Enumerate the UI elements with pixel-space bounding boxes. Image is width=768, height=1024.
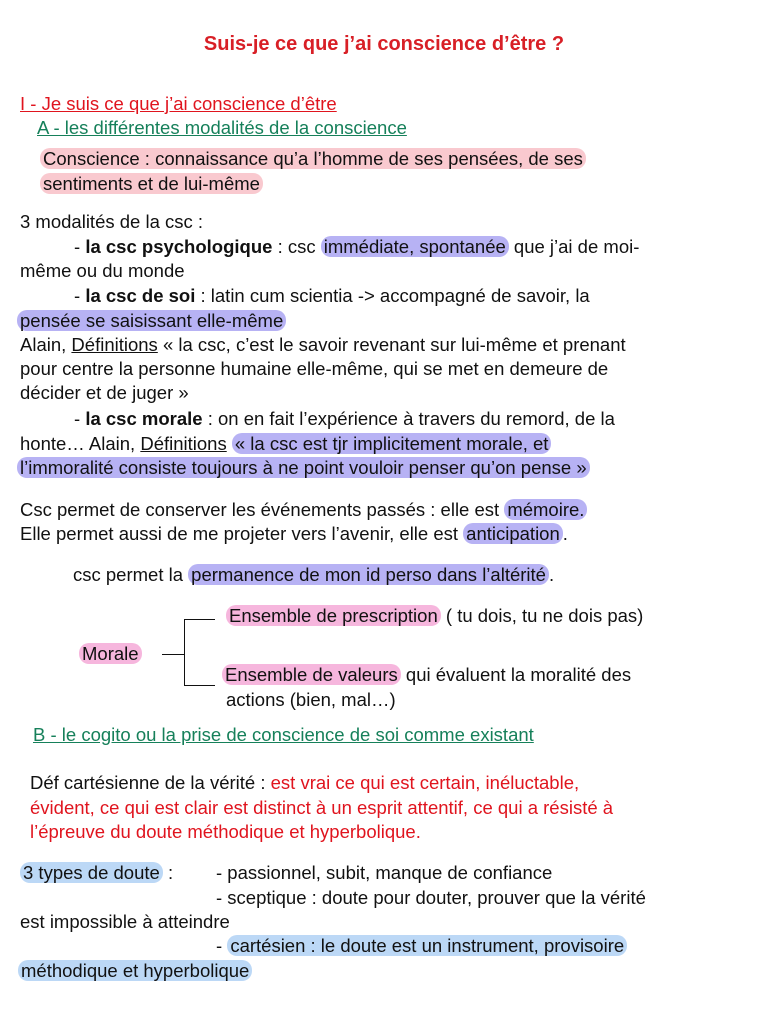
psy-line-2: même ou du monde: [20, 260, 185, 281]
morale-line-2: [20, 432, 551, 456]
branch-2-highlight: Ensemble de valeurs: [222, 664, 401, 685]
alain-author: Alain,: [20, 334, 72, 355]
section-a-heading: A - les différentes modalités de la conscience: [37, 117, 407, 138]
morale-highlight-2: l’immoralité consiste toujours à ne point vouloir penser qu’on pense »: [17, 457, 590, 478]
alain-quote-line-3: décider et de juger »: [20, 382, 189, 403]
psy-label: la csc psychologique: [85, 236, 273, 257]
alain-quote-line-2: pour centre la personne humaine elle-même, qui se met en demeure de: [20, 358, 609, 379]
doubt-sceptique: - sceptique : doute pour douter, prouver que la vérité: [216, 887, 646, 908]
memoire-highlight: mémoire.: [504, 499, 587, 520]
doubt-cartesien-highlight-2: méthodique et hyperbolique: [18, 960, 252, 981]
anticipation-highlight: anticipation: [463, 523, 563, 544]
memoire-text: Csc permet de conserver les événements passés : elle est: [20, 499, 505, 520]
diagram-branch-2: [222, 663, 631, 687]
soi-text: : latin cum scientia -> accompagné de savoir, la: [195, 285, 590, 306]
part1-heading: I - Je suis ce que j’ai conscience d’être: [20, 93, 337, 114]
psy-text-1: : csc: [272, 236, 321, 257]
permanence-end: .: [548, 564, 555, 585]
soi-dash: -: [74, 285, 86, 306]
soi-line-2: [17, 309, 286, 333]
psy-text-2: que j’ai de moi-: [508, 236, 640, 257]
truth-def-red-1: est vrai ce qui est certain, inéluctable,: [270, 772, 580, 793]
psy-line: [74, 235, 639, 259]
psy-highlight: immédiate, spontanée: [321, 236, 509, 257]
doubt-types-label: 3 types de doute: [20, 862, 163, 883]
doubt-cartesien-dash: -: [216, 935, 228, 956]
anticipation-end: .: [562, 523, 568, 544]
anticipation-text: Elle permet aussi de me projeter vers l’avenir, elle est: [20, 523, 464, 544]
permanence-text: csc permet la: [73, 564, 189, 585]
morale-dash: -: [74, 408, 86, 429]
section-b-heading: B - le cogito ou la prise de conscience de soi comme existant: [33, 724, 534, 745]
soi-line: [74, 284, 590, 308]
truth-definition-line-3: l’épreuve du doute méthodique et hyperbolique.: [30, 821, 421, 842]
truth-definition-line-1: [30, 771, 579, 795]
diagram-connector: [162, 654, 184, 655]
truth-def-label: Déf cartésienne de la vérité :: [30, 772, 271, 793]
permanence-line: [73, 563, 554, 587]
morale-line: [74, 407, 615, 431]
morale-label: la csc morale: [85, 408, 203, 429]
anticipation-line: [20, 522, 568, 546]
doubt-passionnel: - passionnel, subit, manque de confiance: [216, 862, 553, 883]
doubt-types-line: [20, 861, 173, 885]
alain-quote-start: « la csc, c’est le savoir revenant sur lui-même et prenant: [157, 334, 626, 355]
doubt-sceptique-line-2: est impossible à atteindre: [20, 911, 230, 932]
alain-quote-line-1: [20, 333, 626, 357]
memoire-line: [20, 498, 587, 522]
branch-1-text: ( tu dois, tu ne dois pas): [440, 605, 644, 626]
morale-highlight-1: « la csc est tjr implicitement morale, et: [232, 433, 552, 454]
doubt-cartesien-line-2: [18, 959, 252, 983]
morale-root: [79, 642, 142, 666]
diagram-branch-1: [226, 604, 643, 628]
truth-definition-line-2: évident, ce qui est clair est distinct à un esprit attentif, ce qui a résisté à: [30, 797, 614, 818]
page-title: Suis-je ce que j’ai conscience d’être ?: [203, 33, 565, 55]
doubt-cartesien: [216, 934, 627, 958]
diagram-brace: [184, 619, 215, 686]
morale-work: Définitions: [140, 433, 227, 454]
branch-2-text: qui évaluent la moralité des: [400, 664, 632, 685]
diagram-branch-2-line-2: actions (bien, mal…): [226, 689, 396, 710]
soi-highlight: pensée se saisissant elle-même: [17, 310, 286, 331]
branch-1-highlight: Ensemble de prescription: [226, 605, 441, 626]
morale-line-3: [17, 456, 590, 480]
doubt-cartesien-highlight: cartésien : le doute est un instrument, provisoire: [227, 935, 627, 956]
morale-line2-start: honte… Alain,: [20, 433, 141, 454]
morale-text: : on en fait l’expérience à travers du remord, de la: [202, 408, 615, 429]
modalities-intro: 3 modalités de la csc :: [20, 211, 204, 232]
psy-dash: -: [74, 236, 86, 257]
soi-label: la csc de soi: [85, 285, 196, 306]
definition-line-2: [40, 172, 263, 196]
doubt-types-colon: :: [162, 862, 174, 883]
alain-work: Définitions: [71, 334, 158, 355]
definition-highlight-1: Conscience : connaissance qu’a l’homme de ses pensées, de ses: [40, 148, 586, 169]
definition-highlight-2: sentiments et de lui-même: [40, 173, 263, 194]
permanence-highlight: permanence de mon id perso dans l’altérité: [188, 564, 549, 585]
morale-root-highlight: Morale: [79, 643, 142, 664]
definition-line-1: [40, 147, 586, 171]
